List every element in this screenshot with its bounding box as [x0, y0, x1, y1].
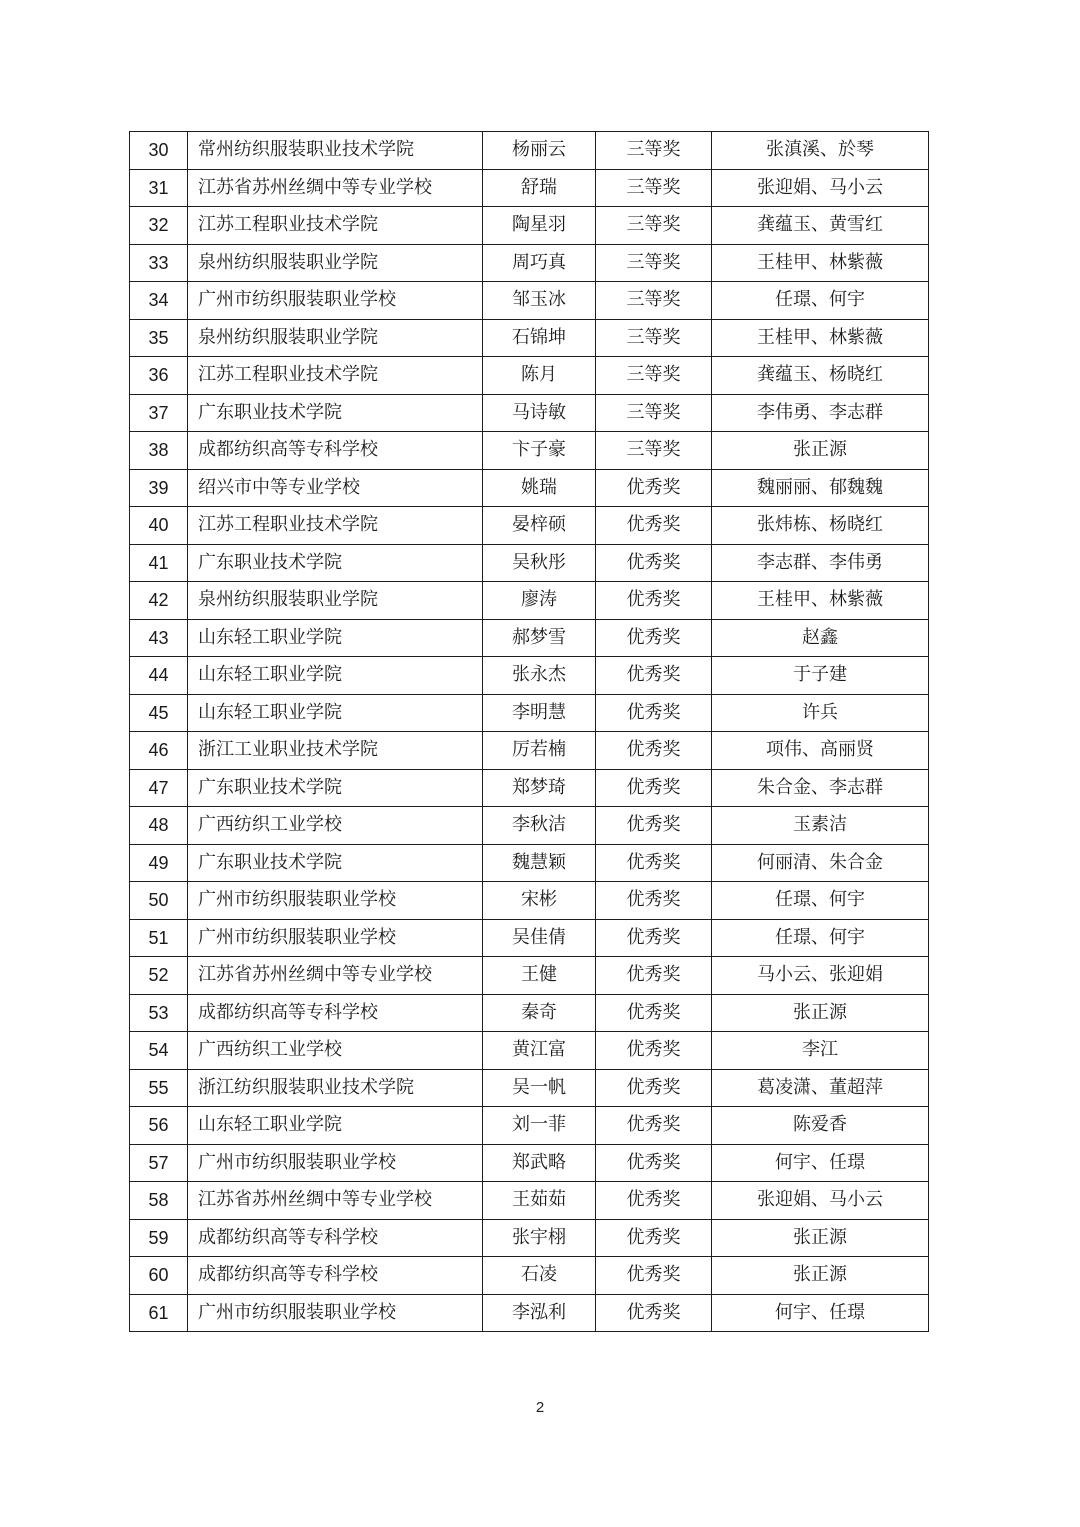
school-name-cell: 山东轻工职业学院: [188, 619, 483, 657]
instructor-names-cell: 朱合金、李志群: [712, 769, 929, 807]
award-level-cell: 优秀奖: [596, 844, 712, 882]
table-row: [130, 1069, 929, 1107]
school-name-cell: 江苏省苏州丝绸中等专业学校: [188, 957, 483, 995]
instructor-names-cell: 赵鑫: [712, 619, 929, 657]
award-level-cell: 优秀奖: [596, 469, 712, 507]
row-number-cell: 51: [130, 919, 188, 957]
student-name-cell: 石凌: [483, 1257, 596, 1295]
table-row: [130, 1107, 929, 1145]
table-row: [130, 1219, 929, 1257]
award-level-cell: 三等奖: [596, 432, 712, 470]
instructor-names-cell: 张炜栋、杨晓红: [712, 507, 929, 545]
school-name-cell: 广东职业技术学院: [188, 544, 483, 582]
instructor-names-cell: 龚蕴玉、杨晓红: [712, 357, 929, 395]
row-number-cell: 41: [130, 544, 188, 582]
instructor-names-cell: 王桂甲、林紫薇: [712, 582, 929, 620]
award-level-cell: 优秀奖: [596, 807, 712, 845]
table-row: [130, 1032, 929, 1070]
table-row: [130, 657, 929, 695]
row-number-cell: 34: [130, 282, 188, 320]
student-name-cell: 李泓利: [483, 1294, 596, 1332]
student-name-cell: 晏梓硕: [483, 507, 596, 545]
award-level-cell: 优秀奖: [596, 732, 712, 770]
student-name-cell: 王健: [483, 957, 596, 995]
instructor-names-cell: 魏丽丽、郁魏魏: [712, 469, 929, 507]
table-row: [130, 282, 929, 320]
row-number-cell: 45: [130, 694, 188, 732]
school-name-cell: 江苏工程职业技术学院: [188, 357, 483, 395]
school-name-cell: 成都纺织高等专科学校: [188, 994, 483, 1032]
school-name-cell: 广西纺织工业学校: [188, 1032, 483, 1070]
row-number-cell: 56: [130, 1107, 188, 1145]
school-name-cell: 广州市纺织服装职业学校: [188, 919, 483, 957]
row-number-cell: 50: [130, 882, 188, 920]
row-number-cell: 47: [130, 769, 188, 807]
instructor-names-cell: 任璟、何宇: [712, 919, 929, 957]
student-name-cell: 厉若楠: [483, 732, 596, 770]
school-name-cell: 绍兴市中等专业学校: [188, 469, 483, 507]
school-name-cell: 广州市纺织服装职业学校: [188, 1144, 483, 1182]
award-level-cell: 优秀奖: [596, 1144, 712, 1182]
school-name-cell: 江苏省苏州丝绸中等专业学校: [188, 1182, 483, 1220]
row-number-cell: 54: [130, 1032, 188, 1070]
instructor-names-cell: 张正源: [712, 1219, 929, 1257]
student-name-cell: 陶星羽: [483, 207, 596, 245]
school-name-cell: 常州纺织服装职业技术学院: [188, 132, 483, 170]
table-row: [130, 994, 929, 1032]
table-row: [130, 394, 929, 432]
student-name-cell: 杨丽云: [483, 132, 596, 170]
award-level-cell: 优秀奖: [596, 582, 712, 620]
row-number-cell: 31: [130, 169, 188, 207]
table-row: [130, 244, 929, 282]
instructor-names-cell: 张迎娟、马小云: [712, 1182, 929, 1220]
school-name-cell: 浙江纺织服装职业技术学院: [188, 1069, 483, 1107]
row-number-cell: 35: [130, 319, 188, 357]
award-level-cell: 优秀奖: [596, 1182, 712, 1220]
table-row: [130, 1144, 929, 1182]
school-name-cell: 泉州纺织服装职业学院: [188, 582, 483, 620]
table-row: [130, 1257, 929, 1295]
school-name-cell: 山东轻工职业学院: [188, 657, 483, 695]
school-name-cell: 广州市纺织服装职业学校: [188, 882, 483, 920]
row-number-cell: 49: [130, 844, 188, 882]
student-name-cell: 宋彬: [483, 882, 596, 920]
instructor-names-cell: 于子建: [712, 657, 929, 695]
award-level-cell: 三等奖: [596, 394, 712, 432]
award-level-cell: 三等奖: [596, 319, 712, 357]
instructor-names-cell: 龚蕴玉、黄雪红: [712, 207, 929, 245]
table-row: [130, 469, 929, 507]
student-name-cell: 张宇栩: [483, 1219, 596, 1257]
table-row: [130, 957, 929, 995]
instructor-names-cell: 何宇、任璟: [712, 1294, 929, 1332]
student-name-cell: 姚瑞: [483, 469, 596, 507]
table-body: [130, 132, 929, 1332]
student-name-cell: 郑梦琦: [483, 769, 596, 807]
table-row: [130, 919, 929, 957]
award-level-cell: 优秀奖: [596, 657, 712, 695]
student-name-cell: 邹玉冰: [483, 282, 596, 320]
table-row: [130, 694, 929, 732]
award-level-cell: 优秀奖: [596, 1294, 712, 1332]
award-level-cell: 三等奖: [596, 357, 712, 395]
table-row: [130, 807, 929, 845]
school-name-cell: 成都纺织高等专科学校: [188, 1257, 483, 1295]
student-name-cell: 马诗敏: [483, 394, 596, 432]
row-number-cell: 55: [130, 1069, 188, 1107]
instructor-names-cell: 王桂甲、林紫薇: [712, 319, 929, 357]
student-name-cell: 秦奇: [483, 994, 596, 1032]
student-name-cell: 吴一帆: [483, 1069, 596, 1107]
row-number-cell: 46: [130, 732, 188, 770]
instructor-names-cell: 王桂甲、林紫薇: [712, 244, 929, 282]
award-level-cell: 三等奖: [596, 282, 712, 320]
table-row: [130, 132, 929, 170]
school-name-cell: 浙江工业职业技术学院: [188, 732, 483, 770]
table-row: [130, 169, 929, 207]
row-number-cell: 57: [130, 1144, 188, 1182]
student-name-cell: 陈月: [483, 357, 596, 395]
school-name-cell: 泉州纺织服装职业学院: [188, 244, 483, 282]
award-level-cell: 优秀奖: [596, 994, 712, 1032]
instructor-names-cell: 李伟勇、李志群: [712, 394, 929, 432]
student-name-cell: 廖涛: [483, 582, 596, 620]
instructor-names-cell: 李江: [712, 1032, 929, 1070]
award-level-cell: 三等奖: [596, 169, 712, 207]
row-number-cell: 30: [130, 132, 188, 170]
school-name-cell: 广州市纺织服装职业学校: [188, 282, 483, 320]
award-level-cell: 优秀奖: [596, 1219, 712, 1257]
instructor-names-cell: 许兵: [712, 694, 929, 732]
student-name-cell: 郑武略: [483, 1144, 596, 1182]
school-name-cell: 广东职业技术学院: [188, 394, 483, 432]
student-name-cell: 黄江富: [483, 1032, 596, 1070]
school-name-cell: 成都纺织高等专科学校: [188, 432, 483, 470]
table-row: [130, 507, 929, 545]
school-name-cell: 江苏工程职业技术学院: [188, 507, 483, 545]
student-name-cell: 李秋洁: [483, 807, 596, 845]
table-row: [130, 619, 929, 657]
award-list-table: [129, 131, 929, 1332]
school-name-cell: 江苏省苏州丝绸中等专业学校: [188, 169, 483, 207]
instructor-names-cell: 何宇、任璟: [712, 1144, 929, 1182]
award-level-cell: 三等奖: [596, 132, 712, 170]
table-row: [130, 1182, 929, 1220]
instructor-names-cell: 张迎娟、马小云: [712, 169, 929, 207]
school-name-cell: 山东轻工职业学院: [188, 1107, 483, 1145]
award-level-cell: 优秀奖: [596, 544, 712, 582]
award-level-cell: 优秀奖: [596, 1032, 712, 1070]
award-level-cell: 三等奖: [596, 244, 712, 282]
row-number-cell: 32: [130, 207, 188, 245]
student-name-cell: 刘一菲: [483, 1107, 596, 1145]
school-name-cell: 广西纺织工业学校: [188, 807, 483, 845]
school-name-cell: 山东轻工职业学院: [188, 694, 483, 732]
table-row: [130, 544, 929, 582]
student-name-cell: 吴秋彤: [483, 544, 596, 582]
award-level-cell: 优秀奖: [596, 694, 712, 732]
page-number: 2: [535, 1399, 545, 1416]
row-number-cell: 60: [130, 1257, 188, 1295]
student-name-cell: 卞子豪: [483, 432, 596, 470]
award-level-cell: 三等奖: [596, 207, 712, 245]
award-level-cell: 优秀奖: [596, 882, 712, 920]
student-name-cell: 郝梦雪: [483, 619, 596, 657]
row-number-cell: 33: [130, 244, 188, 282]
student-name-cell: 吴佳倩: [483, 919, 596, 957]
instructor-names-cell: 张正源: [712, 994, 929, 1032]
row-number-cell: 52: [130, 957, 188, 995]
school-name-cell: 江苏工程职业技术学院: [188, 207, 483, 245]
row-number-cell: 40: [130, 507, 188, 545]
instructor-names-cell: 任璟、何宇: [712, 882, 929, 920]
award-level-cell: 优秀奖: [596, 619, 712, 657]
student-name-cell: 张永杰: [483, 657, 596, 695]
school-name-cell: 广州市纺织服装职业学校: [188, 1294, 483, 1332]
student-name-cell: 石锦坤: [483, 319, 596, 357]
award-level-cell: 优秀奖: [596, 507, 712, 545]
instructor-names-cell: 张滇溪、於琴: [712, 132, 929, 170]
row-number-cell: 53: [130, 994, 188, 1032]
row-number-cell: 61: [130, 1294, 188, 1332]
row-number-cell: 58: [130, 1182, 188, 1220]
row-number-cell: 38: [130, 432, 188, 470]
instructor-names-cell: 马小云、张迎娟: [712, 957, 929, 995]
table-row: [130, 432, 929, 470]
school-name-cell: 成都纺织高等专科学校: [188, 1219, 483, 1257]
student-name-cell: 李明慧: [483, 694, 596, 732]
student-name-cell: 王茹茹: [483, 1182, 596, 1220]
table-row: [130, 844, 929, 882]
instructor-names-cell: 张正源: [712, 1257, 929, 1295]
row-number-cell: 59: [130, 1219, 188, 1257]
award-level-cell: 优秀奖: [596, 919, 712, 957]
school-name-cell: 广东职业技术学院: [188, 769, 483, 807]
table-row: [130, 319, 929, 357]
table-row: [130, 357, 929, 395]
table-row: [130, 1294, 929, 1332]
row-number-cell: 42: [130, 582, 188, 620]
award-level-cell: 优秀奖: [596, 1069, 712, 1107]
award-level-cell: 优秀奖: [596, 957, 712, 995]
student-name-cell: 魏慧颖: [483, 844, 596, 882]
school-name-cell: 泉州纺织服装职业学院: [188, 319, 483, 357]
school-name-cell: 广东职业技术学院: [188, 844, 483, 882]
row-number-cell: 36: [130, 357, 188, 395]
row-number-cell: 48: [130, 807, 188, 845]
instructor-names-cell: 玉素洁: [712, 807, 929, 845]
award-level-cell: 优秀奖: [596, 1257, 712, 1295]
row-number-cell: 44: [130, 657, 188, 695]
student-name-cell: 舒瑞: [483, 169, 596, 207]
table-row: [130, 582, 929, 620]
instructor-names-cell: 李志群、李伟勇: [712, 544, 929, 582]
instructor-names-cell: 陈爱香: [712, 1107, 929, 1145]
instructor-names-cell: 任璟、何宇: [712, 282, 929, 320]
instructor-names-cell: 葛凌潇、董超萍: [712, 1069, 929, 1107]
row-number-cell: 37: [130, 394, 188, 432]
instructor-names-cell: 张正源: [712, 432, 929, 470]
row-number-cell: 39: [130, 469, 188, 507]
table-row: [130, 732, 929, 770]
student-name-cell: 周巧真: [483, 244, 596, 282]
award-level-cell: 优秀奖: [596, 769, 712, 807]
table-row: [130, 207, 929, 245]
instructor-names-cell: 何丽清、朱合金: [712, 844, 929, 882]
row-number-cell: 43: [130, 619, 188, 657]
instructor-names-cell: 项伟、高丽贤: [712, 732, 929, 770]
table-row: [130, 882, 929, 920]
award-level-cell: 优秀奖: [596, 1107, 712, 1145]
table-row: [130, 769, 929, 807]
